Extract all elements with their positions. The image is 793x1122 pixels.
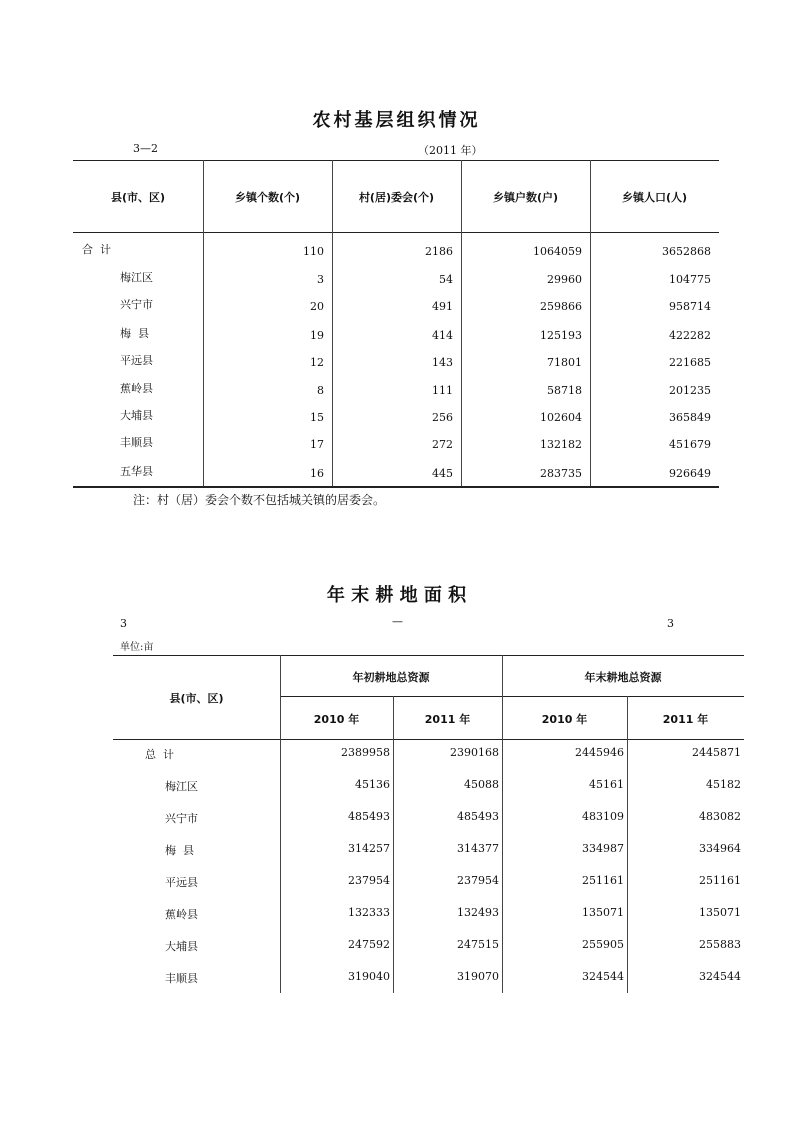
table-cell: 16	[310, 467, 324, 480]
table-cell: 255883	[699, 938, 741, 951]
table-cell: 45136	[355, 778, 390, 791]
table-cell: 283735	[540, 467, 582, 480]
row-label: 大埔县	[120, 409, 153, 422]
table-cell: 259866	[540, 300, 582, 313]
column-header: 乡镇个数(个)	[234, 191, 301, 204]
table-cell: 324544	[699, 970, 741, 983]
table-cell: 255905	[582, 938, 624, 951]
table-cell: 45088	[464, 778, 499, 791]
table1-title: 农村基层组织情况	[312, 110, 481, 131]
table-cell: 324544	[582, 970, 624, 983]
table-cell: 247515	[457, 938, 499, 951]
table-cell: 12	[310, 356, 324, 369]
row-label: 梅江区	[165, 780, 198, 793]
row-label: 兴宁市	[165, 812, 198, 825]
table-cell: 414	[432, 329, 453, 342]
table-cell: 54	[439, 273, 453, 286]
table-cell: 8	[317, 384, 324, 397]
row-label: 五华县	[120, 465, 153, 478]
row-header: 县(市、区)	[169, 692, 224, 705]
table-cell: 319040	[348, 970, 390, 983]
table-cell: 132333	[348, 906, 390, 919]
table-cell: 221685	[669, 356, 711, 369]
table-cell: 485493	[348, 810, 390, 823]
table-cell: 58718	[547, 384, 582, 397]
table-cell: 3	[317, 273, 324, 286]
table-cell: 17	[310, 438, 324, 451]
table2-number-dash: —	[392, 615, 403, 628]
table-cell: 314377	[457, 842, 499, 855]
row-label: 平远县	[120, 354, 153, 367]
table-cell: 334964	[699, 842, 741, 855]
table2-number-left: 3	[120, 617, 127, 630]
table-cell: 125193	[540, 329, 582, 342]
table-cell: 132493	[457, 906, 499, 919]
table-cell: 2445946	[575, 746, 624, 759]
table-cell: 110	[303, 245, 324, 258]
column-header: 村(居)委会(个)	[358, 191, 435, 204]
table-cell: 19	[310, 329, 324, 342]
table-cell: 247592	[348, 938, 390, 951]
table-cell: 111	[432, 384, 453, 397]
table-cell: 483109	[582, 810, 624, 823]
row-label: 梅 县	[120, 327, 149, 340]
year-header: 2010 年	[313, 713, 360, 726]
table-cell: 251161	[699, 874, 741, 887]
table-cell: 483082	[699, 810, 741, 823]
header-divider	[73, 232, 719, 233]
table-cell: 237954	[348, 874, 390, 887]
table-cell: 451679	[669, 438, 711, 451]
table-cell: 143	[432, 356, 453, 369]
table-cell: 71801	[547, 356, 582, 369]
table-cell: 1064059	[533, 245, 582, 258]
table-cell: 365849	[669, 411, 711, 424]
table-cell: 20	[310, 300, 324, 313]
table-cell: 15	[310, 411, 324, 424]
row-label: 总 计	[145, 748, 174, 761]
row-label: 合 计	[82, 243, 111, 256]
table-border-top	[113, 655, 744, 656]
column-header: 乡镇户数(户)	[492, 191, 559, 204]
table-cell: 319070	[457, 970, 499, 983]
table-cell: 926649	[669, 467, 711, 480]
table-cell: 2186	[425, 245, 453, 258]
column-header: 县(市、区)	[110, 191, 166, 204]
table-border-top	[73, 160, 719, 161]
table-cell: 314257	[348, 842, 390, 855]
table-cell: 422282	[669, 329, 711, 342]
table-cell: 45182	[706, 778, 741, 791]
row-label: 梅江区	[120, 271, 153, 284]
table1-note: 注：村（居）委会个数不包括城关镇的居委会。	[133, 493, 386, 507]
row-label: 梅 县	[165, 844, 194, 857]
row-label: 大埔县	[165, 940, 198, 953]
row-label: 蕉岭县	[165, 908, 198, 921]
table-cell: 256	[432, 411, 453, 424]
header-mid-divider	[280, 696, 744, 697]
row-label: 蕉岭县	[120, 382, 153, 395]
table-cell: 3652868	[662, 245, 711, 258]
table-cell: 445	[432, 467, 453, 480]
table-cell: 958714	[669, 300, 711, 313]
table-cell: 132182	[540, 438, 582, 451]
table2-number-right: 3	[667, 617, 674, 630]
table-cell: 2445871	[692, 746, 741, 759]
year-header: 2011 年	[662, 713, 709, 726]
row-label: 丰顺县	[120, 436, 153, 449]
table2-title: 年 末 耕 地 面 积	[326, 585, 467, 606]
table1-number: 3—2	[133, 142, 158, 155]
table-cell: 104775	[669, 273, 711, 286]
table-cell: 491	[432, 300, 453, 313]
table-cell: 272	[432, 438, 453, 451]
table-cell: 2390168	[450, 746, 499, 759]
table-cell: 135071	[582, 906, 624, 919]
table-cell: 45161	[589, 778, 624, 791]
table-cell: 135071	[699, 906, 741, 919]
table-cell: 251161	[582, 874, 624, 887]
table2-unit: 单位:亩	[120, 642, 154, 653]
year-header: 2011 年	[424, 713, 471, 726]
table-cell: 102604	[540, 411, 582, 424]
row-label: 兴宁市	[120, 298, 153, 311]
group-header: 年末耕地总资源	[584, 671, 662, 684]
header-divider	[113, 739, 744, 740]
group-header: 年初耕地总资源	[352, 671, 430, 684]
table-cell: 334987	[582, 842, 624, 855]
table-cell: 201235	[669, 384, 711, 397]
table-cell: 2389958	[341, 746, 390, 759]
row-label: 丰顺县	[165, 972, 198, 985]
table-cell: 29960	[547, 273, 582, 286]
column-header: 乡镇人口(人)	[621, 191, 688, 204]
table1-year: （2011 年）	[418, 144, 483, 157]
table-cell: 237954	[457, 874, 499, 887]
year-header: 2010 年	[541, 713, 588, 726]
table-border-bottom	[73, 486, 719, 488]
table-cell: 485493	[457, 810, 499, 823]
row-label: 平远县	[165, 876, 198, 889]
